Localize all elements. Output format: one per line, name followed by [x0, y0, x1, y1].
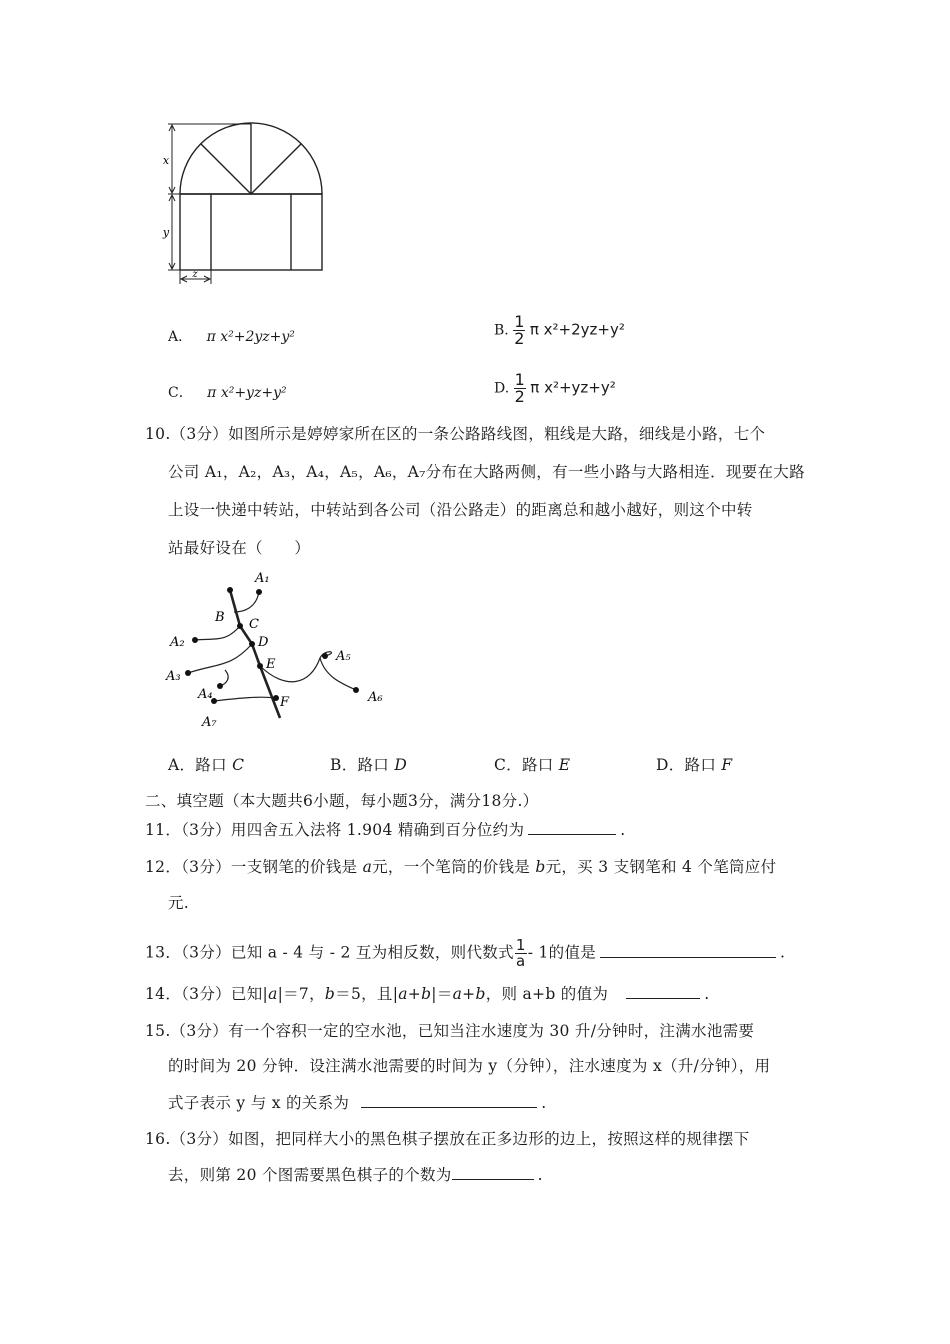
label-a1: A₁	[255, 571, 270, 586]
q10-line-3: 上设一快递中转站，中转站到各公司（沿公路走）的距离总和越小越好，则这个中转	[168, 501, 753, 519]
label-a7: A₇	[202, 715, 217, 730]
label-a2: A₂	[170, 635, 185, 650]
q10-option-d: D．路口 F	[656, 756, 733, 774]
q10-line-2: 公司 A₁，A₂，A₃，A₄，A₅，A₆，A₇分布在大路两侧，有一些小路与大路相连．现要在大路	[168, 463, 805, 481]
q13: 13．（3分）已知 a - 4 与 - 2 互为相反数，则代数式 $\frac{1}{a}$ - 1的值是 .	[145, 936, 786, 970]
fraction-one-half: $\frac{1}{2}$	[514, 370, 525, 406]
q10-line-1: 10.（3分）如图所示是婷婷家所在区的一条公路路线图，粗线是大路，细线是小路，七个	[145, 425, 766, 443]
label-a5: A₅	[336, 649, 351, 664]
q16-line-2: 去，则第 20 个图需要黑色棋子的个数为 .	[168, 1166, 543, 1184]
label-y: y	[162, 226, 170, 239]
label-d: D	[258, 635, 269, 650]
q15-line-3: 式子表示 y 与 x 的关系为 .	[168, 1094, 547, 1112]
arch-window-figure	[150, 118, 340, 293]
q9-option-a: A． π x²+2yz+y²	[168, 329, 295, 345]
road-map-figure	[160, 568, 400, 738]
q15-line-2: 的时间为 20 分钟．设注满水池需要的时间为 y（分钟），注水速度为 x（升/分钟），用	[168, 1057, 771, 1075]
label-a4: A₄	[198, 687, 213, 702]
label-z: z	[192, 269, 198, 280]
q9-option-d: D. $\frac{1}{2}$ π x²+yz+y²	[494, 370, 616, 406]
q10-option-b: B．路口 D	[330, 756, 408, 774]
label-b: B	[215, 610, 225, 625]
section-2-title: 二、填空题（本大题共6小题，每小题3分，满分18分.）	[145, 792, 539, 810]
q9-option-b: B. $\frac{1}{2}$ π x²+2yz+y²	[494, 312, 625, 348]
label-a6: A₆	[368, 690, 383, 705]
label-c: C	[249, 617, 259, 632]
label-x: x	[162, 154, 170, 167]
q10-option-c: C．路口 E	[494, 756, 571, 774]
answer-blank[interactable]	[528, 820, 616, 835]
answer-blank[interactable]	[626, 984, 700, 999]
fraction-one-over-a: $\frac{1}{a}$	[515, 936, 526, 970]
q11: 11．（3分）用四舍五入法将 1.904 精确到百分位约为 .	[145, 821, 626, 839]
label-f: F	[280, 695, 290, 710]
label-e: E	[266, 657, 276, 672]
q12-line-2: 元.	[168, 894, 190, 912]
answer-blank[interactable]	[452, 1165, 534, 1180]
q14: 14．（3分）已知|a|＝7，b＝5，且|a+b|＝a+b，则 a+b 的值为 .	[145, 985, 710, 1003]
answer-blank[interactable]	[600, 943, 776, 958]
label-a3: A₃	[166, 669, 181, 684]
answer-blank[interactable]	[361, 1093, 537, 1108]
q16-line-1: 16.（3分）如图，把同样大小的黑色棋子摆放在正多边形的边上，按照这样的规律摆下	[145, 1130, 750, 1148]
q9-option-c: C． π x²+yz+y²	[168, 385, 287, 401]
q12-line-1: 12．（3分）一支钢笔的价钱是 a元，一个笔筒的价钱是 b元，买 3 支钢笔和 4 个笔筒应付	[145, 858, 777, 876]
fraction-one-half: $\frac{1}{2}$	[514, 312, 525, 348]
q10-option-a: A．路口 C	[168, 756, 245, 774]
q15-line-1: 15.（3分）有一个容积一定的空水池，已知当注水速度为 30 升/分钟时，注满水池需要	[145, 1022, 755, 1040]
q10-line-4: 站最好设在（ ）	[168, 539, 311, 557]
